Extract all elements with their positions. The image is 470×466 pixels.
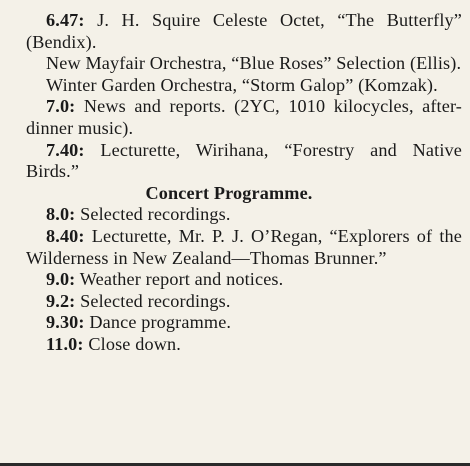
radio-programme-column	[26, 10, 462, 356]
entry-time: 11.0:	[46, 333, 84, 354]
programme-entry	[26, 96, 462, 139]
entry-text: Close down.	[88, 333, 181, 354]
entry-text: Winter Garden Orchestra, “Storm Galop” (Komzak).	[46, 74, 438, 95]
programme-entry	[26, 312, 462, 334]
programme-entry	[26, 291, 462, 313]
entry-time: 9.2:	[46, 290, 76, 311]
entry-text: Lecturette, Mr. P. J. O’Regan, “Explorers of the Wilderness in New Zealand—Thomas Brunner.”	[26, 225, 462, 268]
entry-time: 7.40:	[46, 139, 85, 160]
entry-text: New Mayfair Orchestra, “Blue Roses” Selection (Ellis).	[46, 53, 462, 74]
entry-text: Lecturette, Wirihana, “Forestry and Native Birds.”	[26, 139, 462, 182]
entry-time: 8.0:	[46, 204, 76, 225]
programme-entry	[26, 269, 462, 291]
programme-entry	[26, 75, 462, 97]
entry-text: Dance programme.	[89, 312, 232, 333]
entry-text: News and reports. (2YC, 1010 kilocycles, after-dinner music).	[26, 96, 463, 138]
entry-time: 7.0:	[46, 96, 76, 117]
entry-text: Selected recordings.	[80, 290, 231, 311]
programme-entry	[26, 226, 462, 269]
entry-time: 6.47:	[46, 10, 85, 30]
section-heading: Concert Programme.	[145, 182, 313, 203]
entry-text: Selected recordings.	[80, 204, 231, 225]
entry-text: Weather report and notices.	[79, 269, 284, 290]
entry-time: 8.40:	[46, 225, 85, 246]
programme-entry	[26, 204, 462, 226]
programme-entry	[26, 10, 462, 53]
programme-entry	[26, 140, 462, 183]
entry-time: 9.0:	[46, 269, 76, 290]
programme-entry	[26, 53, 462, 75]
programme-entry	[26, 334, 462, 356]
entry-time: 9.30:	[46, 312, 85, 333]
entry-text: J. H. Squire Celeste Octet, “The Butterfly” (Bendix).	[26, 10, 462, 52]
